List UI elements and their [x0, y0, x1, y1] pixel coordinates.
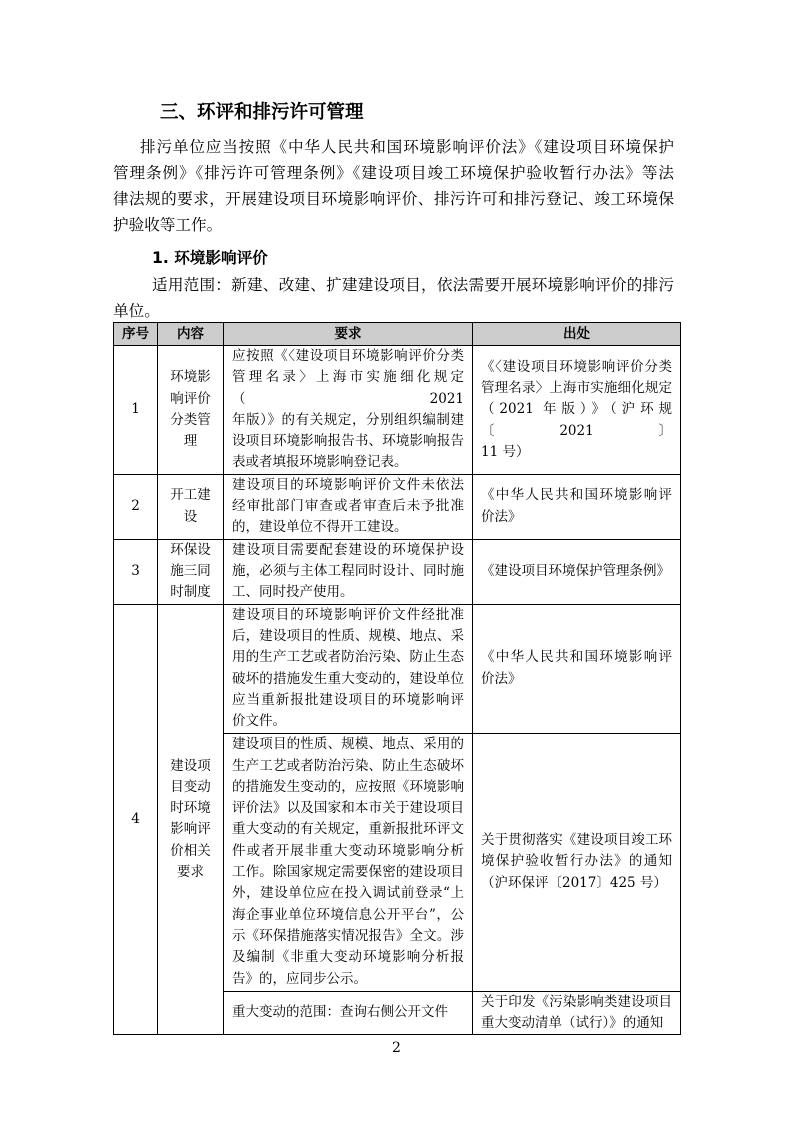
- requirement-cell: [224, 539, 473, 604]
- intro-line: 护验收等工作。: [113, 216, 223, 234]
- source-line: 管理名录〉上海市实施细化规定: [481, 379, 672, 396]
- content-line: 时环境: [170, 800, 211, 817]
- content-line: 响评价: [170, 390, 211, 407]
- requirement-line: 的，建设单位不得开工建设。: [232, 519, 408, 536]
- intro-line: 排污单位应当按照《中华人民共和国环境影响评价法》《建设项目环境保护: [140, 138, 674, 156]
- table-row: [114, 474, 681, 539]
- source-line: 11 号）: [481, 443, 530, 460]
- content-cell: [158, 346, 224, 475]
- row-number-cell: [114, 474, 158, 539]
- requirement-line: 年版）》的有关规定，分别组织编制建: [232, 411, 464, 428]
- content-line: 开工建: [170, 487, 211, 504]
- requirement-line: 评价法》以及国家和本市关于建设项目: [232, 800, 464, 817]
- requirement-line: 经审批部门审查或者审查后未予批准: [232, 498, 464, 515]
- content-line: 影响评: [170, 821, 211, 838]
- requirement-line: 及编制《非重大变动环境影响分析报: [232, 949, 464, 966]
- header-requirement: 要求: [224, 323, 473, 346]
- table-body: [114, 346, 681, 1035]
- requirement-line: 应按照《〈建设项目环境影响评价分类: [232, 348, 464, 364]
- source-line: 《中华人民共和国环境影响评: [481, 649, 672, 666]
- source-cell: [473, 733, 681, 991]
- source-line: 关于贯彻落实《建设项目竣工环: [481, 832, 672, 849]
- requirement-line: 设项目环境影响报告书、环境影响报告: [232, 433, 464, 450]
- requirement-cell: [224, 733, 473, 991]
- intro-line: 律法规的要求，开展建设项目环境影响评价、排污许可和排污登记、竣工环境保: [113, 190, 674, 208]
- requirement-line: 用的生产工艺或者防治污染、防止生态: [232, 649, 464, 666]
- requirement-line: 建设项目的环境影响评价文件经批准: [232, 606, 464, 623]
- row-number: 2: [131, 498, 140, 515]
- content-line: 设: [183, 508, 198, 525]
- content-line: 环保设: [170, 541, 211, 558]
- requirement-line: 建设项目的环境影响评价文件未依法: [232, 476, 464, 493]
- requirement-line: 建设项目需要配套建设的环境保护设: [232, 541, 464, 558]
- content-cell: [158, 604, 224, 1034]
- requirement-line: 重大变动的有关规定，重新报批环评文: [232, 821, 464, 838]
- content-line: 环境影: [170, 369, 211, 386]
- requirement-line: 的措施发生变动的，应按照《环境影响: [232, 778, 464, 795]
- requirement-line: 示《环保措施落实情况报告》全文。涉: [232, 927, 464, 944]
- requirement-line: 破坏的措施发生重大变动的，建设单位: [232, 670, 464, 687]
- scope-line: 适用范围：新建、改建、扩建建设项目，依法需要开展环境影响评价的排污: [152, 276, 674, 294]
- row-number: 4: [131, 810, 140, 827]
- content-line: 分类管: [170, 411, 211, 428]
- table-row: [114, 539, 681, 604]
- requirement-line: 重大变动的范围：查询右侧公开文件: [232, 1004, 448, 1021]
- requirement-line: 价文件。: [232, 713, 286, 730]
- content-line: 理: [183, 433, 198, 450]
- row-number-cell: [114, 539, 158, 604]
- source-line: 重大变动清单（试行）》的通知: [481, 1014, 664, 1031]
- requirement-line: 告》的，应同步公示。: [232, 970, 367, 987]
- table-header-row: [114, 323, 681, 346]
- source-line: 境保护验收暂行办法》的通知: [481, 853, 672, 870]
- requirement-line: 管理名录〉上海市实施细化规定（2021: [232, 369, 464, 407]
- intro-paragraph: [113, 134, 674, 238]
- requirement-cell: [224, 991, 473, 1035]
- content-cell: [158, 539, 224, 604]
- source-cell: [473, 346, 681, 475]
- table-row: [114, 604, 681, 733]
- requirement-line: 建设项目的性质、规模、地点、采用的: [232, 736, 464, 753]
- table-row: [114, 346, 681, 475]
- requirements-table: [113, 322, 681, 1035]
- requirement-line: 海企事业单位环境信息公开平台”，公: [232, 906, 464, 923]
- source-line: （2021 年版）》（沪环规〔2021〕: [481, 401, 672, 439]
- requirement-line: 表或者填报环境影响登记表。: [232, 454, 408, 471]
- content-line: 时制度: [170, 584, 211, 601]
- header-number: 序号: [114, 323, 158, 346]
- content-line: 施三同: [170, 563, 211, 580]
- content-line: 要求: [177, 864, 204, 881]
- source-line: 《中华人民共和国环境影响评: [481, 487, 672, 504]
- source-line: （沪环保评〔2017〕425 号）: [481, 874, 667, 891]
- scope-paragraph: [113, 272, 674, 324]
- page-number: 2: [392, 1040, 401, 1056]
- source-line: 价法》: [481, 508, 522, 525]
- requirement-line: 施，必须与主体工程同时设计、同时施: [232, 563, 464, 580]
- requirement-line: 后，建设项目的性质、规模、地点、采: [232, 628, 464, 645]
- source-line: 关于印发《污染影响类建设项目: [481, 993, 672, 1010]
- source-cell: [473, 474, 681, 539]
- content-line: 建设项: [170, 757, 211, 774]
- header-source: 出处: [473, 323, 681, 346]
- source-line: 价法》: [481, 670, 522, 687]
- source-cell: [473, 539, 681, 604]
- subsection-heading: 1. 环境影响评价: [152, 249, 268, 267]
- requirement-line: 工、同时投产使用。: [232, 584, 354, 601]
- scope-line: 单位。: [113, 302, 160, 320]
- intro-line: 管理条例》《排污许可管理条例》《建设项目竣工环境保护验收暂行办法》等法: [113, 164, 674, 182]
- requirement-line: 应当重新报批建设项目的环境影响评: [232, 691, 464, 708]
- source-line: 《建设项目环境保护管理条例》: [481, 563, 670, 580]
- source-cell: [473, 991, 681, 1035]
- source-line: 《〈建设项目环境影响评价分类: [481, 358, 672, 375]
- row-number-cell: [114, 346, 158, 475]
- content-line: 价相关: [170, 842, 211, 859]
- requirement-line: 件或者开展非重大变动环境影响分析: [232, 842, 464, 859]
- row-number: 3: [131, 563, 140, 580]
- header-content: 内容: [158, 323, 224, 346]
- requirement-line: 外，建设单位应在投入调试前登录“上: [232, 885, 464, 902]
- source-cell: [473, 604, 681, 733]
- requirement-line: 工作。除国家规定需要保密的建设项目: [232, 864, 464, 881]
- row-number: 1: [131, 401, 140, 418]
- row-number-cell: [114, 604, 158, 1034]
- requirement-cell: [224, 474, 473, 539]
- section-heading: 三、环评和排污许可管理: [160, 102, 364, 123]
- content-line: 目变动: [170, 778, 211, 795]
- requirement-cell: [224, 604, 473, 733]
- requirement-line: 生产工艺或者防治污染、防止生态破坏: [232, 757, 464, 774]
- requirement-cell: [224, 346, 473, 475]
- content-cell: [158, 474, 224, 539]
